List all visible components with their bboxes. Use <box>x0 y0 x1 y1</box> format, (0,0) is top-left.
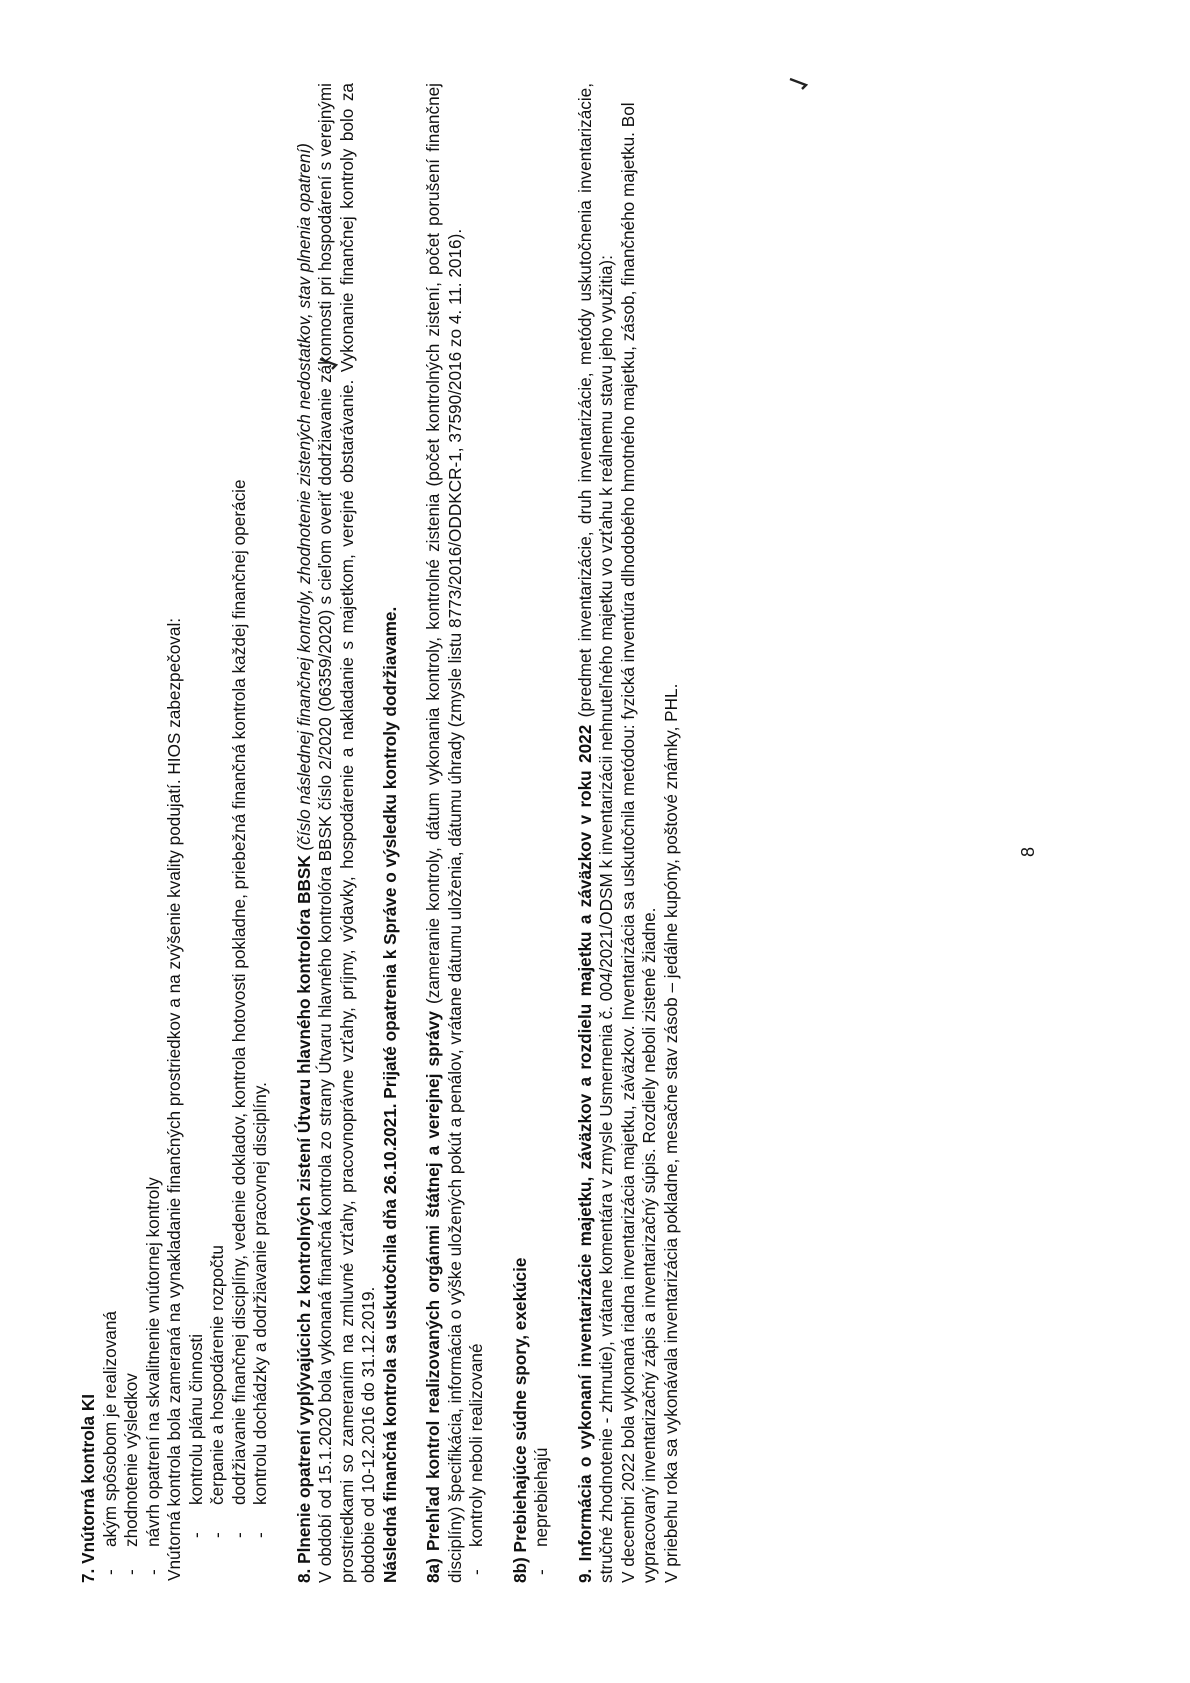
section-8-follow-up: Následná finančná kontrola sa uskutočnila dňa 26.10.2021. Prijaté opatrenia k Správe o výsledku kontroly dodržiavame. <box>379 606 400 1583</box>
section-7 <box>78 83 272 1583</box>
check-mark-icon <box>318 357 338 371</box>
list-item: - kontrolu plánu činnosti <box>186 83 208 1583</box>
section-7-sublist <box>186 83 272 1583</box>
section-9 <box>575 83 683 1583</box>
list-item: - akým spôsobom je realizovaná <box>100 83 122 1583</box>
list-item: - zhodnotenie výsledkov <box>121 83 143 1583</box>
section-8-heading-bold: 8. Plnenie opatrení vyplývajúcich z kontrolných zistení Útvaru hlavného kontrolóra BBSK <box>293 855 314 1583</box>
list-item: - čerpanie a hospodárenie rozpočtu <box>207 83 229 1583</box>
section-8-heading <box>294 83 316 1583</box>
section-8-body: V období od 15.1.2020 bola vykonaná finančná kontrola zo strany Útvaru hlavného kontrolóra BBSK číslo 2/2020 (06359/2020) s cieľom overiť dodržiavanie zákonnosti pri hospodárení s verejnými prostriedkami so zameraním na zmluvné vzťahy, pracovnoprávne vzťahy, príjmy, výdavky, hospodárenie a nakladanie s majetkom, verejné obstarávanie. Vykonanie finančnej kontroly bolo za obdobie od 10-12.2016 do 31.12.2019. <box>315 83 378 1583</box>
list-item: - návrh opatrení na skvalitnenie vnútornej kontroly <box>143 83 165 1583</box>
section-7-heading: 7. Vnútorná kontrola KI <box>78 1393 98 1583</box>
section-8a-paragraph <box>423 83 466 1583</box>
section-8a <box>423 83 488 1583</box>
section-9-p1: V decembri 2022 bola vykonaná riadna inventarizácia majetku, záväzkov. Inventarizácia sa uskutočnila metódou: fyzická inventúra dlhodobého hmotného majetku, zásob, finančného majetku. Bol vypracovaný inventarizačný zápis a inventarizačný súpis. Rozdiely neboli zistené žiadne. <box>617 102 659 1583</box>
section-8a-body: (zameranie kontroly, dátum vykonania kontroly, kontrolné zistenia (počet kontrolných zistení, počet porušení finančnej disciplíny) špecifikácia, informácia o výške uložených pokút a penálov, vrátane dátumu uloženia, dátumu úhrady (zmysle listu 8773/2016/ODDKCR-1, 37590/2016 zo 4. 11. 2016). <box>423 82 465 1583</box>
list-item: - kontroly neboli realizované <box>466 83 488 1583</box>
section-8-heading-italic: (číslo následnej finančnej kontroly, zhodnotenie zistených nedostatkov, stav plnenia opatrení) <box>293 143 314 851</box>
section-8a-list <box>466 83 488 1583</box>
section-9-heading: 9. Informácia o vykonaní inventarizácie majetku, záväzkov a rozdielu majetku a záväzkov v roku 2022 <box>574 724 595 1583</box>
list-item: - kontrolu dochádzky a dodržiavanie pracovnej disciplíny. <box>250 83 272 1583</box>
list-item: - dodržiavanie finančnej disciplíny, vedenie dokladov, kontrola hotovosti pokladne, priebežná finančná kontrola každej finančnej operácie <box>229 83 251 1583</box>
section-8b-list <box>531 83 553 1583</box>
check-mark-icon <box>788 77 808 91</box>
section-7-list <box>100 83 165 1583</box>
section-9-intro: (predmet inventarizácie, druh inventarizácie, metódy uskutočnenia inventarizácie, stručné zhodnotenie - zhrnutie), vrátane komentára v zmysle Usmernenia č. 004/2021/ODSM k inventarizácii nehnuteľného majetku vo vzťahu k reálnemu stavu jeho využitia): <box>574 82 616 1583</box>
section-7-intro: Vnútorná kontrola bola zameraná na vynakladanie finančných prostriedkov a na zvýšenie kvality podujatí. HIOS zabezpečoval: <box>164 617 184 1581</box>
section-8a-heading: 8a) Prehľad kontrol realizovaných orgánmi štátnej a verejnej správy <box>423 1011 443 1583</box>
section-8 <box>294 83 402 1583</box>
section-9-paragraph <box>575 83 618 1583</box>
section-9-p2: V priebehu roka sa vykonávala inventarizácia pokladne, mesačne stav zásob – jedálne kupóny, poštové známky, PHL. <box>660 683 681 1583</box>
list-item: - neprebiehajú <box>531 83 553 1583</box>
page-number: 8 <box>1018 846 1038 857</box>
section-8b <box>510 83 553 1583</box>
document-content <box>78 83 704 1583</box>
section-8b-heading: 8b) Prebiehajúce súdne spory, exekúcie <box>509 1257 530 1583</box>
